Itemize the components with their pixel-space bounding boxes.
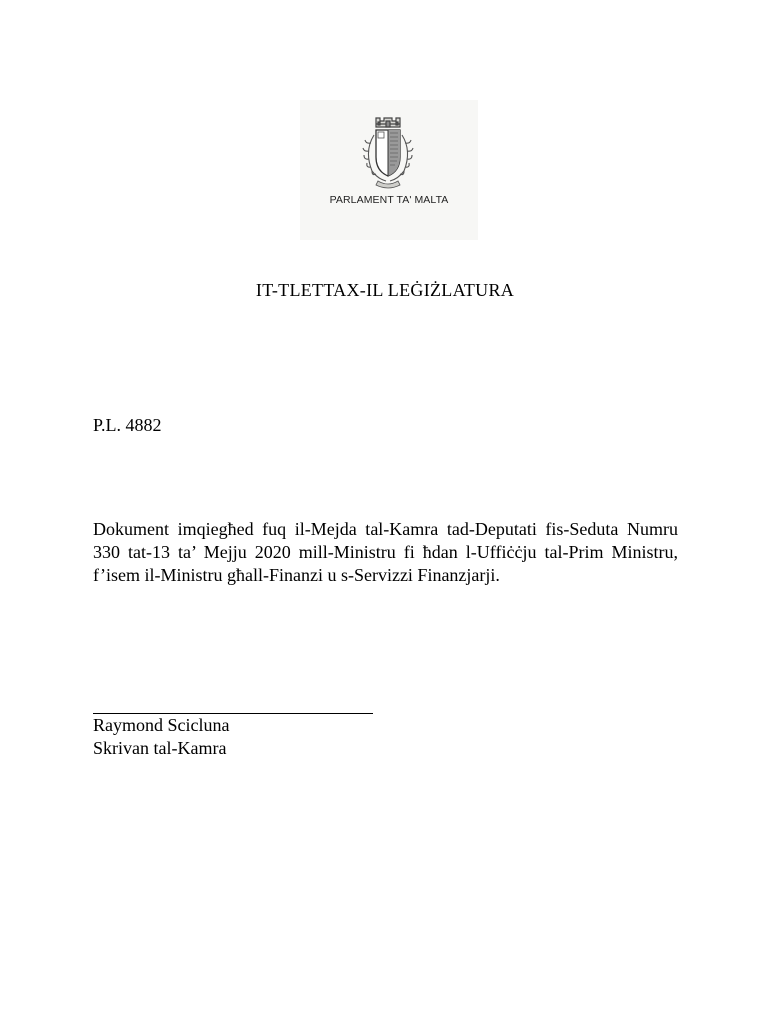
legislature-heading: IT-TLETTAX-IL LEĠIŻLATURA xyxy=(255,280,515,300)
body-paragraph: Dokument imqiegħed fuq il-Mejda tal-Kamra tad-Deputati fis-Seduta Numru 330 tat-13 ta’ Mejju 2020 mill-Ministru fi ħdan l-Uffiċċju tal-Prim Ministru, f’isem il-Ministru għall-Finanzi u s-Servizzi Finanzjarji. xyxy=(93,519,678,585)
signatory-name: Raymond Scicluna xyxy=(93,715,230,735)
signature-line xyxy=(93,713,373,714)
coat-of-arms-icon xyxy=(346,113,430,191)
logo-caption: PARLAMENT TA' MALTA xyxy=(329,194,449,206)
signatory-title: Skrivan tal-Kamra xyxy=(93,738,227,758)
parliament-logo xyxy=(300,100,478,240)
paper-reference-number: P.L. 4882 xyxy=(93,415,162,435)
